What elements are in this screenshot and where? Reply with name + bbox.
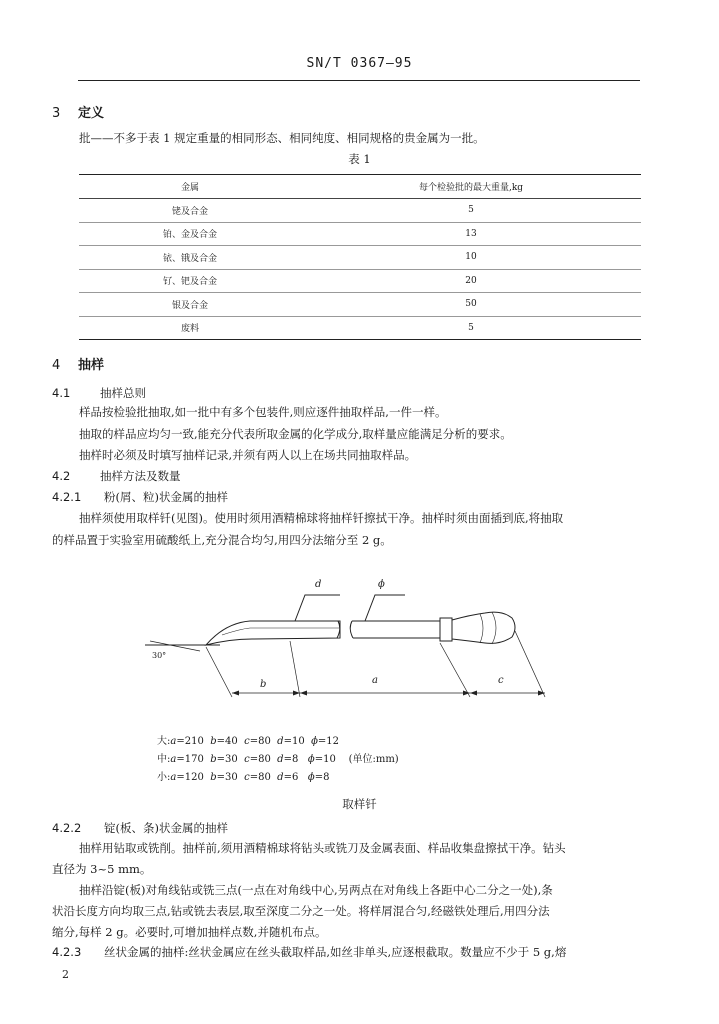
rod-groove-line — [222, 628, 340, 635]
table-header-max-weight: 每个检验批的最大重量,kg — [301, 175, 641, 199]
section-4-2-1-line: 抽样须使用取样钎(见图)。使用时须用酒精棉球将抽样钎擦拭干净。抽样时须由面插到底,将抽取 — [79, 511, 564, 525]
section-3-definition: 批——不多于表 1 规定重量的相同形态、相同纯度、相同规格的贵金属为一批。 — [79, 131, 485, 145]
table-1-caption: 表 1 — [348, 152, 371, 166]
size-d: 10 — [291, 736, 305, 747]
section-4-2-2-line: 抽样沿锭(板)对角线钻或铣三点(一点在对角线中心,另两点在对角线上各距中心二分之一处),条 — [79, 883, 553, 897]
rod-size-row-small: 小:a=120 b=30 c=80 d=6 ϕ=8 — [157, 772, 330, 783]
section-3-title: 定义 — [78, 106, 105, 121]
table-cell-weight: 10 — [301, 246, 641, 270]
size-phi: 8 — [323, 772, 330, 783]
section-3-number: 3 — [52, 106, 61, 121]
section-4-2-3-paragraph — [52, 944, 566, 960]
table-cell-metal: 铱、锇及合金 — [79, 246, 301, 270]
rod-handle-grip — [492, 612, 496, 644]
size-a: 210 — [184, 736, 204, 747]
section-4-1-line: 样品按检验批抽取,如一批中有多个包装件,则应逐件抽取样品,一件一样。 — [79, 405, 447, 419]
unit-note: (单位:mm) — [348, 754, 399, 765]
standard-code-header: SN/T 0367—95 — [306, 56, 413, 71]
section-4-2-2-heading — [52, 820, 228, 836]
table-cell-metal: 废料 — [79, 316, 301, 340]
section-4-2-heading — [52, 468, 181, 484]
section-4-1-title: 抽样总则 — [100, 386, 146, 400]
section-4-2-2-line: 状沿长度方向均取三点,钻或铣去表层,取至深度二分之一处。将样屑混合匀,经磁铁处理后,用四分法 — [52, 904, 550, 918]
label-angle: 30° — [152, 651, 167, 660]
table-row — [79, 222, 641, 246]
size-d: 8 — [291, 754, 299, 765]
size-phi: 12 — [326, 736, 340, 747]
rod-size-list — [157, 733, 399, 787]
size-c: 80 — [258, 736, 271, 747]
size-b: 30 — [224, 772, 238, 783]
table-cell-weight: 50 — [301, 293, 641, 317]
table-cell-metal: 铂、金及合金 — [79, 222, 301, 246]
figure-caption: 取样钎 — [342, 797, 377, 811]
sampling-rod-figure — [140, 565, 560, 725]
section-4-2-number: 4.2 — [52, 469, 71, 483]
table-cell-weight: 13 — [301, 222, 641, 246]
table-row — [79, 293, 641, 317]
section-4-2-2-line: 抽样用钻取或铣削。抽样前,须用酒精棉球将钻头或铣刀及金属表面、样品收集盘擦拭干净。钻头 — [79, 841, 566, 855]
table-cell-weight: 5 — [301, 316, 641, 340]
label-a: a — [372, 675, 378, 686]
size-name: 中 — [157, 754, 167, 765]
size-name: 小 — [157, 772, 167, 783]
section-4-2-2-title: 锭(板、条)状金属的抽样 — [104, 821, 228, 835]
size-c: 80 — [258, 772, 271, 783]
rod-shaft — [352, 621, 440, 638]
size-b: 30 — [224, 754, 238, 765]
section-4-2-2-line: 直径为 3~5 mm。 — [52, 862, 152, 876]
size-d: 6 — [291, 772, 299, 783]
extension-line — [440, 643, 470, 697]
table-header-row — [79, 175, 641, 199]
section-4-2-2-line: 缩分,每样 2 g。必要时,可增加抽样点数,并随机布点。 — [52, 925, 327, 939]
size-a: 120 — [184, 772, 204, 783]
size-phi: 10 — [323, 754, 336, 765]
table-cell-metal: 钌、钯及合金 — [79, 269, 301, 293]
header-rule — [78, 80, 640, 81]
rod-handle-grip — [480, 614, 483, 643]
section-4-2-3-number: 4.2.3 — [52, 945, 82, 959]
label-b: b — [260, 679, 267, 690]
page-number: 2 — [62, 968, 69, 981]
size-name: 大 — [157, 736, 167, 747]
section-4-2-title: 抽样方法及数量 — [100, 469, 181, 483]
table-row — [79, 269, 641, 293]
section-4-2-1-heading — [52, 489, 228, 505]
table-header-metal: 金属 — [79, 175, 301, 199]
rod-size-row-medium: 中:a=170 b=30 c=80 d=8 ϕ=10 (单位:mm) — [157, 754, 399, 765]
phi-leader-line — [365, 595, 405, 621]
table-row — [79, 316, 641, 340]
section-4-1-heading — [52, 385, 146, 401]
section-4-1-line: 抽样时必须及时填写抽样记录,并须有两人以上在场共同抽取样品。 — [79, 448, 417, 462]
label-d: d — [315, 579, 322, 590]
table-cell-metal: 铑及合金 — [79, 199, 301, 223]
section-4-1-line: 抽取的样品应均匀一致,能充分代表所取金属的化学成分,取样量应能满足分析的要求。 — [79, 427, 512, 441]
section-3-heading — [52, 102, 104, 121]
section-4-2-1-title: 粉(屑、粒)状金属的抽样 — [104, 490, 228, 504]
rod-break-left — [337, 621, 340, 638]
section-4-number: 4 — [52, 358, 61, 373]
section-4-title: 抽样 — [78, 358, 105, 373]
section-4-2-1-number: 4.2.1 — [52, 490, 82, 504]
extension-line — [290, 641, 300, 697]
table-cell-metal: 银及合金 — [79, 293, 301, 317]
size-a: 170 — [184, 754, 204, 765]
rod-size-row-large: 大:a=210 b=40 c=80 d=10 ϕ=12 — [157, 736, 340, 747]
angle-line — [150, 641, 200, 651]
rod-handle — [452, 612, 515, 643]
d-leader-line — [295, 595, 340, 621]
rod-ferrule — [440, 618, 452, 641]
section-4-2-3-text: 丝状金属的抽样:丝状金属应在丝头截取样品,如丝非单头,应逐根截取。数量应不少于 5 g,熔 — [104, 945, 567, 959]
table-cell-weight: 5 — [301, 199, 641, 223]
table-row — [79, 246, 641, 270]
section-4-1-number: 4.1 — [52, 386, 71, 400]
size-c: 80 — [258, 754, 271, 765]
table-row — [79, 199, 641, 223]
extension-line — [206, 647, 232, 697]
table-1 — [79, 174, 641, 340]
rod-break-right — [350, 621, 353, 638]
rod-scoop-section — [206, 621, 340, 645]
extension-line — [515, 631, 545, 697]
section-4-heading — [52, 354, 104, 373]
label-c: c — [498, 675, 504, 686]
table-cell-weight: 20 — [301, 269, 641, 293]
section-4-2-2-number: 4.2.2 — [52, 821, 82, 835]
label-phi: ϕ — [378, 579, 385, 590]
size-b: 40 — [224, 736, 238, 747]
section-4-2-1-line: 的样品置于实验室用硫酸纸上,充分混合均匀,用四分法缩分至 2 g。 — [52, 533, 392, 547]
